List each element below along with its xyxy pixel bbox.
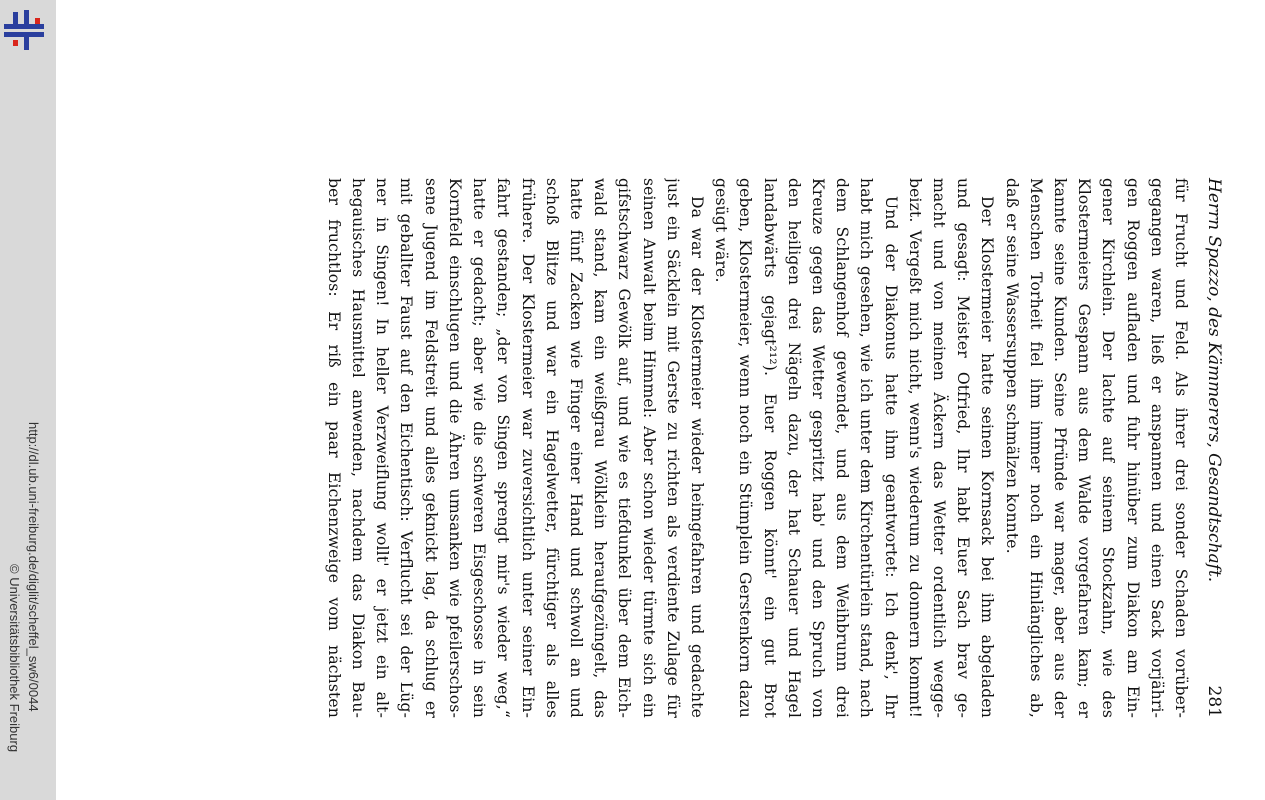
text-line: Der Klostermeier hatte seinen Kornsack bei ihm abgeladen: [978, 196, 997, 718]
source-url[interactable]: http://dl.ub.uni-freiburg.de/diglit/scheffel_sw6/0044: [26, 422, 41, 712]
scanned-page: [165, 0, 1225, 800]
text-line: kannte seine Kunden. Seine Pfründe war mager, aber aus der: [1050, 178, 1069, 718]
body-text: [322, 178, 1193, 718]
running-head-title: Herrn Spazzo, des Kämmerers, Gesandtschaft.: [1204, 178, 1224, 583]
text-line: hatte fünf Zacken wie Finger einer Hand und schwoll an und: [566, 178, 585, 718]
viewer-sidebar: [0, 0, 56, 800]
text-line: Klostermeiers Gespann aus dem Walde vorgefahren kam; er: [1075, 178, 1094, 718]
text-line: schoß Blitze und war ein Hagelwetter, fürchtiger als alles: [542, 178, 561, 718]
text-line: Und der Diakonus hatte ihm geantwortet: Ich denk', Ihr: [881, 196, 900, 718]
text-line: gesügt wäre.: [712, 178, 731, 283]
text-line: sene Jugend im Feldstreit und alles geknickt lag, da schlug er: [421, 178, 440, 718]
text-line: frühere. Der Klostermeier war zuversichtlich unter seiner Ein-: [518, 178, 537, 718]
text-line: just ein Säcklein mit Gerste zu richten als verdiente Zulage für: [663, 178, 682, 718]
text-line: ber fruchtlos: Er riß ein paar Eichenzweige vom nächsten: [324, 178, 343, 718]
text-line: macht und von meinen Äckern das Wetter ordentlich wegge-: [929, 178, 948, 718]
text-line: geben, Klostermeier, wenn noch ein Stümplein Gerstenkorn dazu: [736, 178, 755, 718]
text-line: gener Kirchlein. Der lachte auf seinem Stockzahn, wie des: [1099, 178, 1118, 718]
text-line: gen Roggen aufladen und fuhr hinüber zum Diakon am Ein-: [1123, 178, 1142, 718]
text-line: landabwärts gejagt²¹²). Euer Roggen könnt' ein gut Brot: [760, 178, 779, 718]
page-content: [322, 178, 1225, 718]
text-line: wald stand, kam ein weißgrau Wölklein heraufgezüngelt, das: [591, 178, 610, 718]
text-line: Menschen Torheit fiel ihm immer noch ein Hinlängliches ab,: [1026, 178, 1045, 718]
text-line: Da war der Klostermeier wieder heimgefahren und gedachte: [687, 196, 706, 718]
text-line: hatte er gedacht; aber wie die schweren Eisgeschosse in sein: [470, 178, 489, 718]
text-line: und gesagt: Meister Otfried, Ihr habt Euer Sach brav ge-: [954, 178, 973, 718]
text-line: fahrt gestanden; „der von Singen sprengt mir's wieder weg,“: [494, 178, 513, 718]
text-line: mit geballter Faust auf den Eichentisch: Verflucht sei der Lüg-: [397, 178, 416, 718]
text-line: Kornfeld einschlugen und die Ähren umsanken wie pfeilerschos-: [445, 178, 464, 718]
text-line: habt mich gesehen, wie ich unter dem Kirchentürlein stand, nach: [857, 178, 876, 718]
text-line: beizt. Vergeßt mich nicht, wenn's wiederum zu donnern kommt!: [905, 178, 924, 718]
text-line: dem Schlangenhof gewendet, und aus dem Weihbrunn drei: [833, 178, 852, 718]
text-line: ner in Singen! In heller Verzweiflung wollt' er jetzt ein alt-: [373, 178, 392, 718]
text-line: gifstschwarz Gewölk auf, und wie es tiefdunkel über dem Eich-: [615, 178, 634, 718]
text-line: den heiligen drei Nägeln dazu, der hat Schauer und Hagel: [784, 178, 803, 718]
page-number: 281: [1204, 685, 1224, 718]
text-line: hegauisches Hausmittel anwenden, nachdem das Diakon Bau-: [349, 178, 368, 718]
copyright-notice: © Universitätsbibliothek Freiburg: [7, 564, 22, 753]
text-line: seinen Anwalt beim Himmel: Aber schon wieder türmte sich ein: [639, 178, 658, 718]
text-line: für Frucht und Feld. Als ihrer drei sonder Schaden vorüber-: [1172, 178, 1190, 718]
text-line: daß er seine Wassersuppen schmälzen konnte.: [1002, 178, 1021, 554]
running-head: [1203, 178, 1225, 718]
text-line: Kreuze gegen das Wetter gespritzt hab' und den Spruch von: [808, 178, 827, 718]
text-line: gegangen waren, ließ er anspannen und einen Sack vorjähri-: [1147, 178, 1166, 718]
